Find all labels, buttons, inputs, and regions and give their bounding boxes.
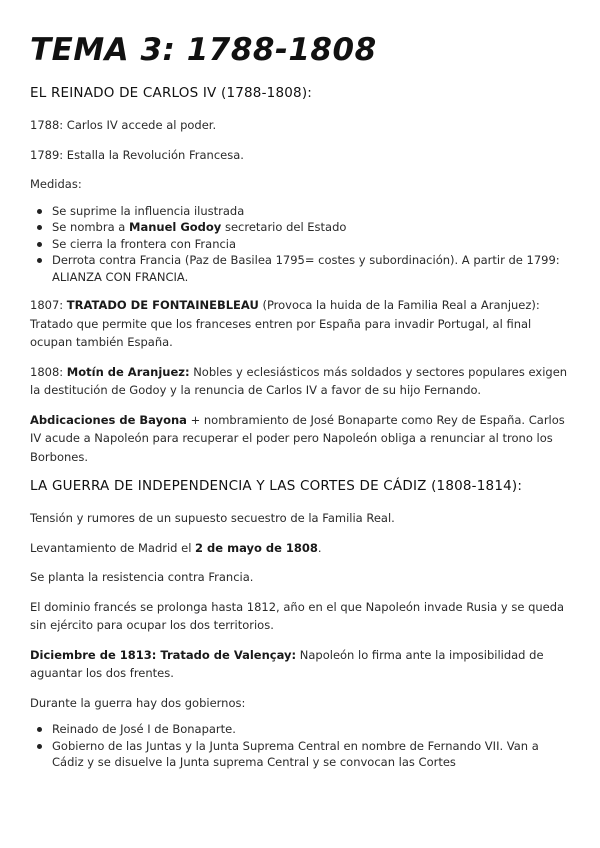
bullet-icon xyxy=(37,242,42,247)
medidas-list xyxy=(30,203,570,286)
bullet-icon xyxy=(37,727,42,732)
paragraph-1807: 1807: TRATADO DE FONTAINEBLEAU (Provoca la huida de la Familia Real a Aranjuez): Tratado que permite que los franceses entren por España para invadir Portugal, al final ocupan también España. xyxy=(30,298,540,349)
paragraph-levantamiento: Levantamiento de Madrid el 2 de mayo de 1808. xyxy=(30,540,322,555)
section-heading-reinado: EL REINADO DE CARLOS IV (1788-1808): xyxy=(30,85,313,101)
page-title: TEMA 3: 1788-1808 xyxy=(30,32,377,68)
list-item: Reinado de José I de Bonaparte. xyxy=(52,721,570,738)
section-heading-guerra: LA GUERRA DE INDEPENDENCIA Y LAS CORTES DE CÁDIZ (1808-1814): xyxy=(30,478,523,494)
bullet-icon xyxy=(37,209,42,214)
list-item: Se nombra a Manuel Godoy secretario del Estado xyxy=(52,219,570,236)
paragraph-gobiernos: Durante la guerra hay dos gobiernos: xyxy=(30,695,246,710)
bullet-icon xyxy=(37,258,42,263)
list-item: Gobierno de las Juntas y la Junta Suprema Central en nombre de Fernando VII. Van a Cádiz y se disuelve la Junta suprema Central y se convocan las Cortes xyxy=(52,738,570,771)
list-item: Derrota contra Francia (Paz de Basilea 1795= costes y subordinación). A partir de 1799: ALIANZA CON FRANCIA. xyxy=(52,252,570,285)
list-item: Se suprime la influencia ilustrada xyxy=(52,203,570,220)
paragraph-1789: 1789: Estalla la Revolución Francesa. xyxy=(30,147,244,162)
list-item: Se cierra la frontera con Francia xyxy=(52,236,570,253)
paragraph-1808: 1808: Motín de Aranjuez: Nobles y eclesiásticos más soldados y sectores populares exigen la destitución de Godoy y la renuncia de Carlos IV a favor de su hijo Fernando. xyxy=(30,364,568,397)
paragraph-valencay: Diciembre de 1813: Tratado de Valençay: Napoleón lo firma ante la imposibilidad de aguantar los dos frentes. xyxy=(30,647,544,680)
bullet-icon xyxy=(37,225,42,230)
paragraph-medidas: Medidas: xyxy=(30,177,82,191)
paragraph-1788: 1788: Carlos IV accede al poder. xyxy=(30,118,217,132)
paragraph-tension: Tensión y rumores de un supuesto secuestro de la Familia Real. xyxy=(30,511,395,525)
paragraph-dominio: El dominio francés se prolonga hasta 1812, año en el que Napoleón invade Rusia y se queda sin ejército para ocupar los dos territorios. xyxy=(30,599,565,632)
paragraph-bayona: Abdicaciones de Bayona + nombramiento de José Bonaparte como Rey de España. Carlos IV acude a Napoleón para recuperar el poder pero Napoleón obliga a renunciar al trono los Borbones. xyxy=(30,412,565,464)
gobiernos-list xyxy=(30,721,570,771)
bullet-icon xyxy=(37,744,42,749)
paragraph-resistencia: Se planta la resistencia contra Francia. xyxy=(30,570,254,584)
